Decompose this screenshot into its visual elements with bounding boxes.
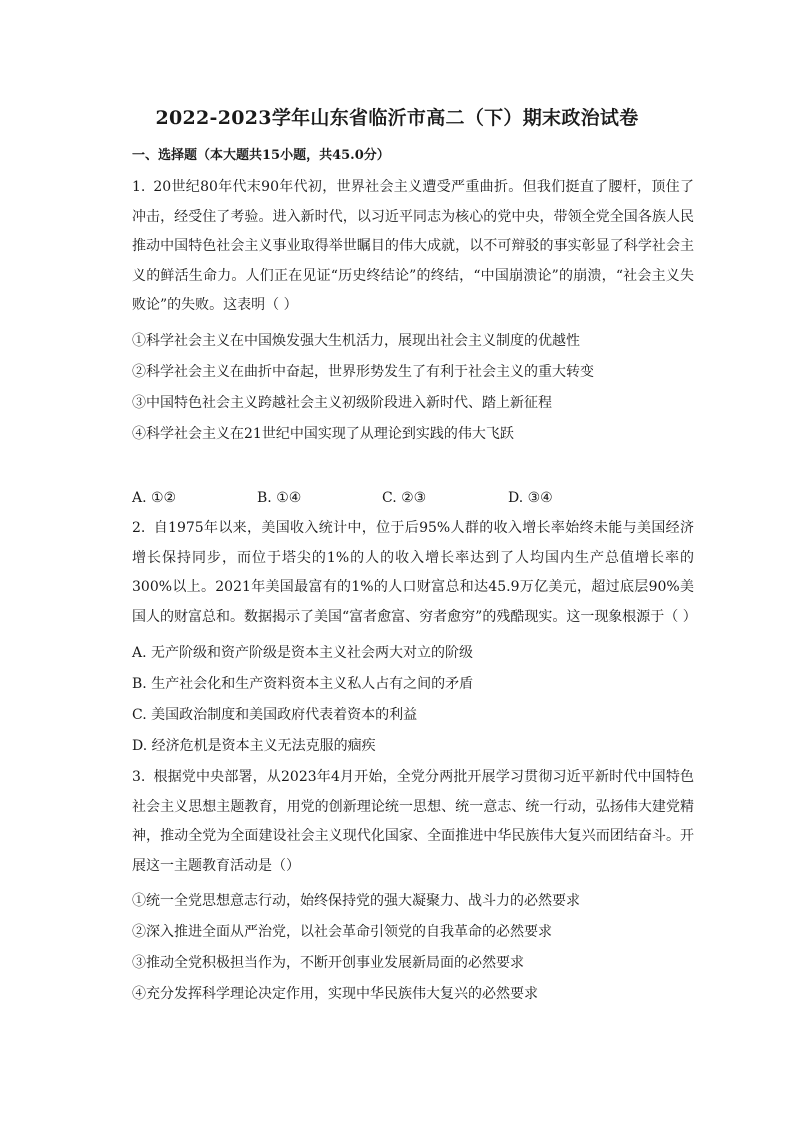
question-2-option-c[interactable]: C. 美国政治制度和美国政府代表着资本的利益 [132, 707, 418, 723]
question-2-number: 2. [132, 520, 146, 536]
question-1-choice-b[interactable]: B. ①④ [257, 490, 302, 506]
question-3-number: 3. [132, 769, 146, 785]
question-3-stem [132, 763, 694, 881]
question-1-choices [132, 484, 694, 513]
question-3-text: 根据党中央部署，从2023年4月开始，全党分两批开展学习贯彻习近平新时代中国特色社会主义思想主题教育，用党的创新理论统一思想、统一意志、统一行动，弘扬伟大建党精神，推动全党为全面建设社会主义现代化国家、全面推进中华民族伟大复兴而团结奋斗。开展这一主题教育活动是（） [132, 769, 694, 874]
question-1-choice-c[interactable]: C. ②③ [382, 490, 427, 506]
question-2-stem [132, 514, 697, 632]
question-3-statement-3: ③推动全党积极担当作为，不断开创事业发展新局面的必然要求 [132, 955, 524, 971]
question-1-statement-2: ②科学社会主义在曲折中奋起，世界形势发生了有利于社会主义的重大转变 [132, 364, 594, 380]
question-1-choice-a[interactable]: A. ①② [132, 490, 177, 506]
exam-title: 2022-2023学年山东省临沂市高二（下）期末政治试卷 [155, 107, 639, 129]
question-2-option-a[interactable]: A. 无产阶级和资产阶级是资本主义社会两大对立的阶级 [132, 645, 474, 661]
question-2-text: 自1975年以来，美国收入统计中，位于后95%人群的收入增长率始终未能与美国经济增长保持同步，而位于塔尖的1%的人的收入增长率达到了人均国内生产总值增长率的300%以上。2021年美国最富有的1%的人口财富总和达45.9万亿美元，超过底层90%美国人的财富总和。数据揭示了美国“富者愈富、穷者愈穷”的残酷现实。这一现象根源于（ ） [132, 520, 697, 625]
question-1-statement-3: ③中国特色社会主义跨越社会主义初级阶段进入新时代、踏上新征程 [132, 395, 552, 411]
question-2-option-d[interactable]: D. 经济危机是资本主义无法克服的痼疾 [132, 738, 376, 754]
question-3-statement-1: ①统一全党思想意志行动，始终保持党的强大凝聚力、战斗力的必然要求 [132, 893, 580, 909]
section-heading: 一、选择题（本大题共15小题，共45.0分） [132, 148, 390, 163]
question-3-statement-4: ④充分发挥科学理论决定作用，实现中华民族伟大复兴的必然要求 [132, 986, 538, 1002]
question-1-statement-4: ④科学社会主义在21世纪中国实现了从理论到实践的伟大飞跃 [132, 426, 514, 442]
question-1-number: 1. [132, 179, 146, 195]
question-1-statement-1: ①科学社会主义在中国焕发强大生机活力，展现出社会主义制度的优越性 [132, 333, 580, 349]
question-1-choice-d[interactable]: D. ③④ [508, 490, 553, 506]
question-2-option-b[interactable]: B. 生产社会化和生产资料资本主义私人占有之间的矛盾 [132, 676, 474, 692]
question-3-statement-2: ②深入推进全面从严治党，以社会革命引领党的自我革命的必然要求 [132, 924, 552, 940]
question-1-stem [132, 173, 694, 321]
question-1-text: 20世纪80年代末90年代初，世界社会主义遭受严重曲折。但我们挺直了腰杆，顶住了冲击，经受住了考验。进入新时代，以习近平同志为核心的党中央，带领全党全国各族人民推动中国特色社会主义事业取得举世瞩目的伟大成就，以不可辩驳的事实彰显了科学社会主义的鲜活生命力。人们正在见证“历史终结论”的终结，“中国崩溃论”的崩溃，“社会主义失败论”的失败。这表明（ ） [132, 179, 694, 313]
